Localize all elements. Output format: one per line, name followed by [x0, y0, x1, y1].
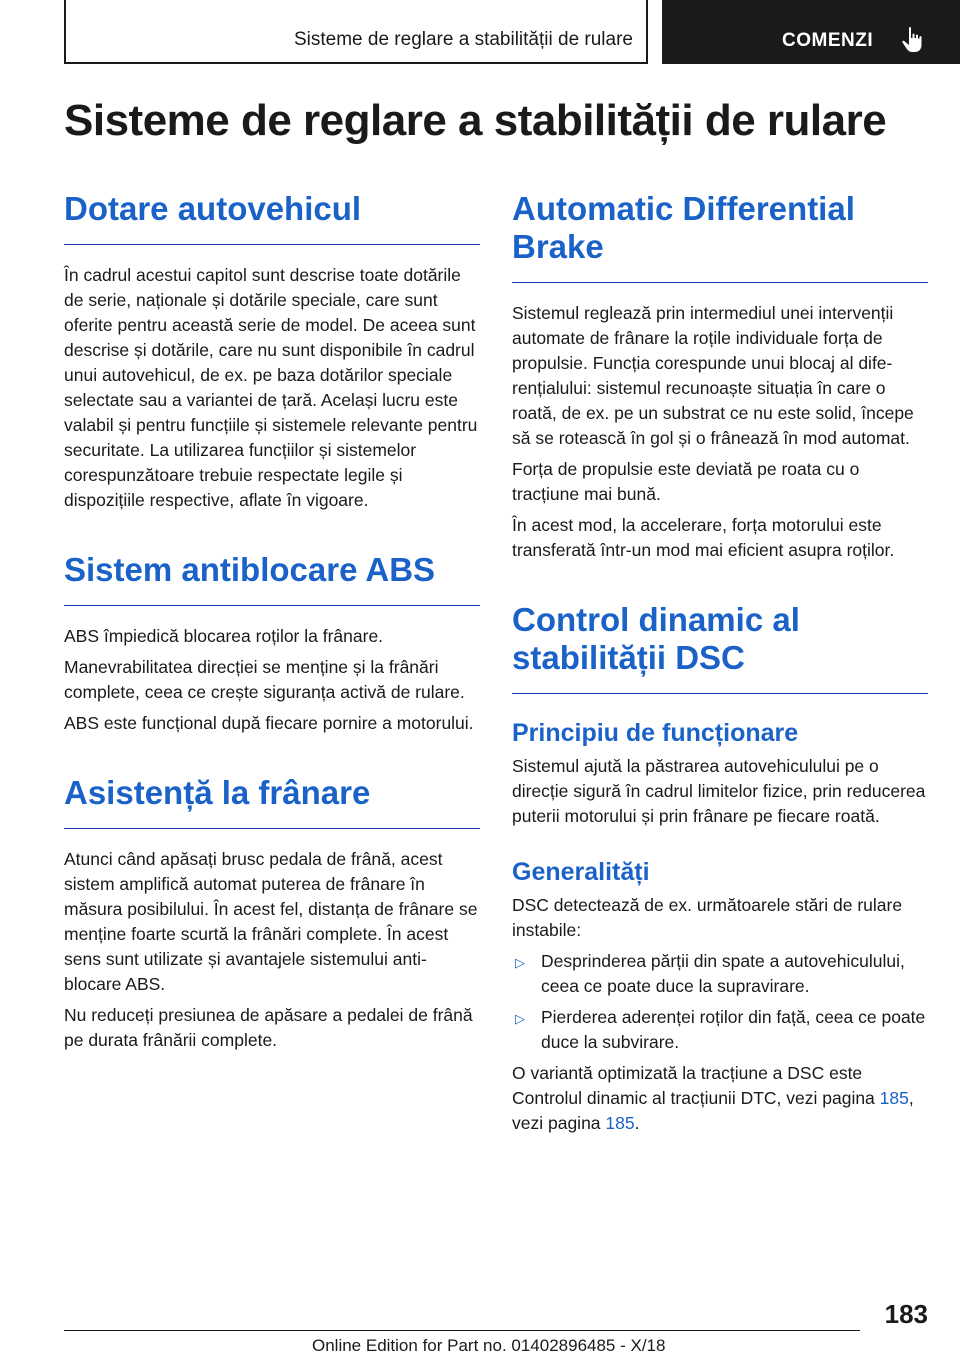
footer-edition-text: Online Edition for Part no. 01402896485 - X/18: [312, 1336, 666, 1355]
paragraph-abs-2: Manevrabilitatea direcției se menține și la frânări complete, ceea ce crește siguranța activă de rulare.: [64, 657, 465, 702]
paragraph-abs-1: ABS împiedică blocarea roților la frânare.: [64, 626, 384, 646]
triangle-bullet-icon: ▷: [515, 1011, 525, 1026]
section-heading-dsc: Control dinamic al stabilității DSC: [512, 601, 928, 694]
page-title: Sisteme de reglare a stabilității de rulare: [64, 96, 887, 145]
paragraph-dotare: În cadrul acestui capitol sunt descrise toate dotările de serie, naționale și dotările speciale, care sunt oferite pentru această serie de model. De aceea sunt descrise și dotările, care nu sunt disponibile în cadrul unui autovehicul, de ex. pe baza dotărilor speciale selectate sau a variantei de țară. Același lucru este valabil și pentru funcțiile și sistemele relevante pentru securitate. La utilizarea funcțiilor și sistemelor corespunzătoare trebuie respectate legile și dispozițiile respective, aflate în vigoare.: [64, 265, 478, 510]
header-section-title: Sisteme de reglare a stabilității de rulare: [293, 29, 633, 50]
paragraph-asistenta-2: Nu reduceți presiunea de apăsare a pedalei de frână pe durata frânării complete.: [64, 1005, 473, 1050]
footer-divider: [64, 1330, 860, 1331]
page-link-185-second[interactable]: 185: [605, 1113, 635, 1133]
header-tab-comenzi[interactable]: [662, 0, 960, 64]
triangle-bullet-icon: ▷: [515, 955, 525, 970]
paragraph-generalitati-1: DSC detectează de ex. următoarele stări de rulare instabile:: [512, 895, 903, 940]
section-heading-asistenta: Asistență la frânare: [64, 774, 480, 829]
paragraph-principiu: Sistemul ajută la păstrarea autovehiculului pe o direcție sigură în cadrul limitelor fizice, prin reducerea puterii motorului și prin frânare pe fiecare roată.: [512, 756, 926, 826]
paragraph-adb-1: Sistemul reglează prin intermediul unei intervenții automate de frânare la roțile individuale forța de propulsie. Funcția corespunde unui blocaj al diferențialului: sistemul recunoaște situația în care o roată, de ex. pe un substrat ce nu este solid, începe să se rotească în gol și o frânează în mod automat.: [512, 303, 914, 448]
subheading-principiu: Principiu de funcționare: [512, 719, 799, 747]
paragraph-abs-3: ABS este funcțional după fiecare pornire a motorului.: [64, 713, 474, 733]
paragraph-dtc: [512, 1061, 928, 1136]
right-column: [512, 190, 928, 1142]
page-number: 183: [884, 1299, 928, 1329]
bullet-text: Pierderea aderenței roților din față, ceea ce poate duce la subvirare.: [541, 1007, 926, 1052]
header-section-box: [64, 0, 648, 64]
bullet-item-subvirare: [512, 1005, 928, 1055]
hand-pointer-icon: [900, 26, 924, 54]
section-heading-abs: Sistem antiblocare ABS: [64, 551, 480, 606]
section-heading-dotare: Dotare autovehicul: [64, 190, 480, 245]
section-heading-adb: Automatic Differential Brake: [512, 190, 928, 283]
paragraph-dtc-end: .: [634, 1113, 640, 1133]
header-tab-label: COMENZI: [782, 30, 874, 51]
bullet-text: Desprinderea părții din spate a autovehiculului, ceea ce poate duce la supravirare.: [541, 951, 905, 996]
paragraph-adb-3: În acest mod, la accelerare, forța motorului este transferată într-un mod mai eficient asupra roților.: [512, 515, 895, 560]
paragraph-asistenta-1: Atunci când apăsați brusc pedala de frână, acest sistem amplifică automat puterea de frânare în măsura posibilului. În acest fel, distanța de frânare se menține foarte scurtă la frânări complete. În acest sens sunt utilizate și avantajele sistemului anti-blocare ABS.: [64, 849, 478, 994]
paragraph-dtc-text: O variantă optimizată la tracțiune a DSC este Controlul dinamic al tracțiunii DTC, vezi pagina: [512, 1063, 880, 1108]
bullet-item-supravirare: [512, 949, 928, 999]
page-link-185[interactable]: 185: [879, 1088, 909, 1108]
paragraph-adb-2: Forța de propulsie este deviată pe roata cu o tracțiune mai bună.: [512, 459, 860, 504]
paragraph-dtc-mid: , vezi pagina: [512, 1088, 914, 1133]
left-column: [64, 190, 480, 1059]
subheading-generalitati: Generalități: [512, 858, 650, 886]
